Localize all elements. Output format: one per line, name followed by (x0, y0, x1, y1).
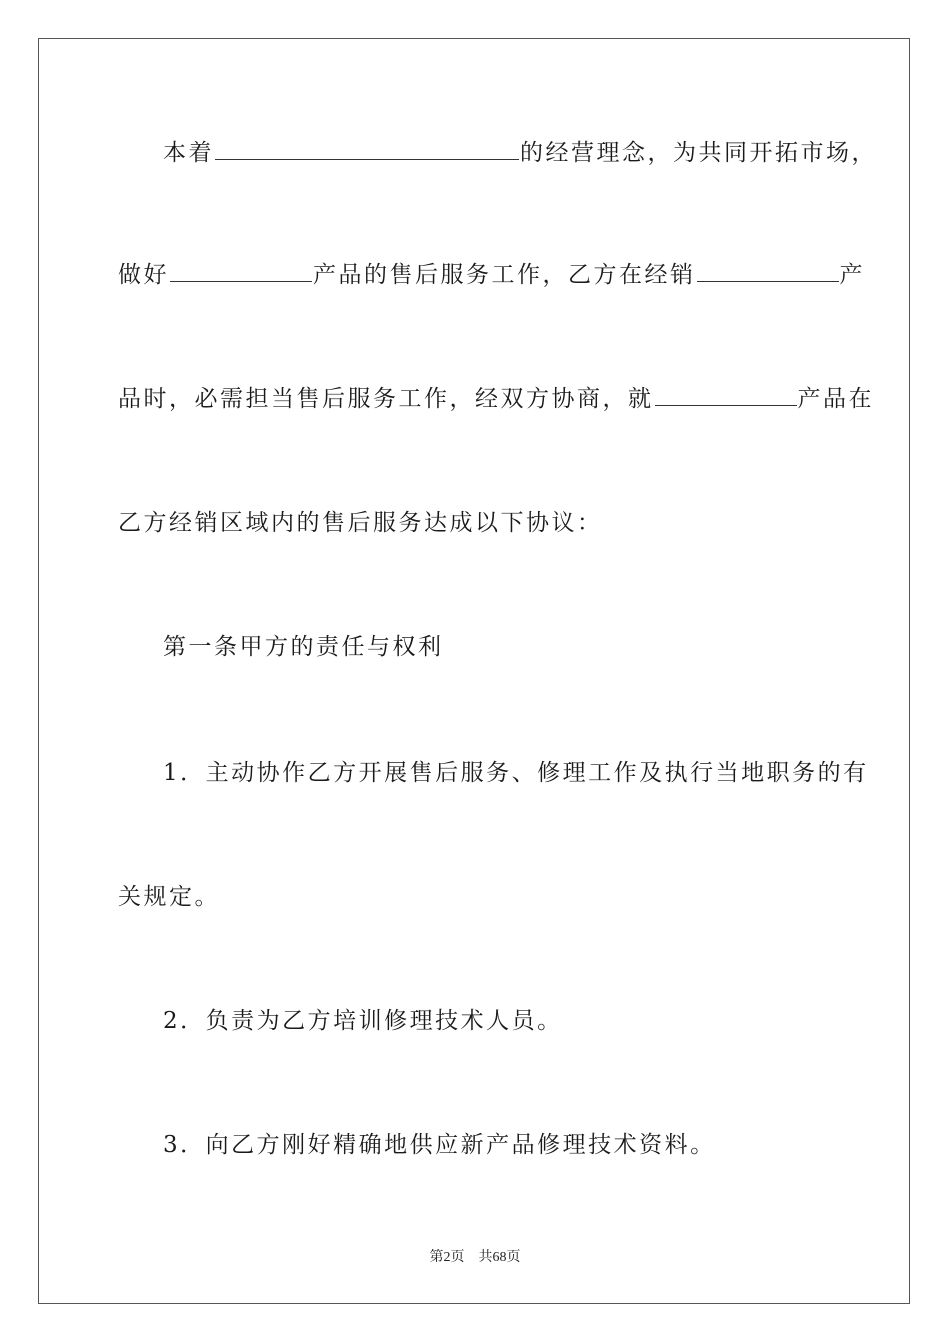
page-footer (0, 1246, 950, 1266)
section-heading: 第一条甲方的责任与权利 (163, 634, 444, 660)
text-segment: 产品的售后服务工作，乙方在经销 (313, 262, 696, 288)
fill-in-blank[interactable] (170, 261, 312, 282)
page-total: 共68页 (478, 1250, 521, 1265)
text-segment: 品时，必需担当售后服务工作，经双方协商，就 (118, 386, 654, 412)
paragraph-line-3 (118, 384, 874, 414)
list-item-1-continued: 关规定。 (118, 884, 220, 910)
list-item-1: 1．主动协作乙方开展售后服务、修理工作及执行当地职务的有 (163, 760, 869, 786)
page-frame (38, 38, 910, 1304)
paragraph-line-1 (163, 138, 877, 168)
list-item-2: 2．负责为乙方培训修理技术人员。 (163, 1008, 563, 1034)
text-segment: 本着 (163, 140, 214, 166)
text-segment: 产 (839, 262, 865, 288)
fill-in-blank[interactable] (655, 385, 797, 406)
text-segment: 做好 (118, 262, 169, 288)
fill-in-blank[interactable] (697, 261, 839, 282)
text-segment: 产品在 (797, 386, 874, 412)
fill-in-blank[interactable] (215, 139, 519, 160)
text-segment: 的经营理念，为共同开拓市场， (520, 140, 877, 166)
paragraph-line-4: 乙方经销区域内的售后服务达成以下协议： (118, 510, 603, 536)
page-number: 第2页 (429, 1250, 465, 1265)
list-item-3: 3．向乙方刚好精确地供应新产品修理技术资料。 (163, 1132, 716, 1158)
paragraph-line-2 (118, 260, 865, 290)
